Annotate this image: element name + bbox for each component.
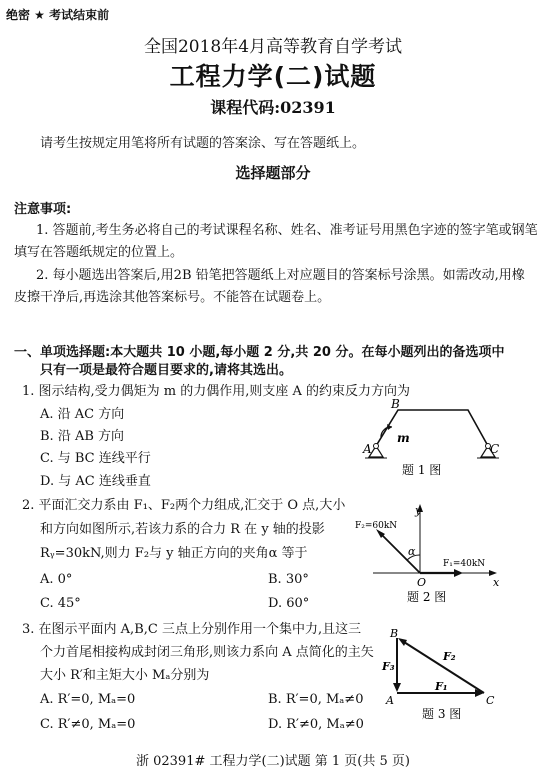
q3-fig-f1: F₁ bbox=[435, 680, 448, 693]
q2-line-1: 2. 平面汇交力系由 F₁、F₂两个力组成,汇交于 O 点,大小 bbox=[22, 498, 346, 513]
q3-option-d: D. R′≠0, Mₐ≠0 bbox=[268, 717, 364, 732]
q3-option-b: B. R′=0, Mₐ≠0 bbox=[268, 692, 364, 707]
q1-option-a: A. 沿 AC 方向 bbox=[40, 407, 125, 422]
q3-figure bbox=[380, 628, 510, 728]
q3-fig-f3: F₃ bbox=[382, 660, 395, 673]
q1-option-d: D. 与 AC 连线垂直 bbox=[40, 474, 151, 489]
q3-line-1: 3. 在图示平面内 A,B,C 三点上分别作用一个集中力,且这三 bbox=[22, 622, 362, 637]
page-footer: 浙 02391# 工程力学(二)试题 第 1 页(共 5 页) bbox=[135, 754, 410, 769]
q2-line-2: 和方向如图所示,若该力系的合力 R 在 y 轴的投影 bbox=[40, 522, 325, 537]
q1-fig-label-c: C bbox=[490, 442, 500, 456]
q2-option-c: C. 45° bbox=[40, 596, 81, 611]
note-2-line-2: 皮擦干净后,再选涂其他答案标号。不能答在试题卷上。 bbox=[14, 290, 331, 305]
note-1-line-2: 填写在答题纸规定的位置上。 bbox=[14, 245, 184, 260]
q2-fig-x: x bbox=[493, 576, 500, 589]
section-heading-line-2: 只有一项是最符合题目要求的,请将其选出。 bbox=[40, 363, 292, 378]
q3-fig-caption: 题 3 图 bbox=[422, 707, 462, 721]
q2-fig-f1: F₁=40kN bbox=[443, 559, 486, 569]
q3-fig-b: B bbox=[390, 627, 399, 640]
q2-fig-f2: F₂=60kN bbox=[355, 521, 398, 531]
q2-option-a: A. 0° bbox=[40, 572, 73, 587]
q1-fig-label-m: m bbox=[397, 431, 410, 445]
q2-fig-o: O bbox=[417, 576, 427, 589]
paper-title: 工程力学(二)试题 bbox=[169, 62, 377, 91]
q2-option-d: D. 60° bbox=[268, 596, 310, 611]
q1-figure bbox=[360, 398, 510, 483]
intro-text: 请考生按规定用笔将所有试题的答案涂、写在答题纸上。 bbox=[40, 136, 366, 151]
note-2-line-1: 2. 每小题选出答案后,用2B 铅笔把答题纸上对应题目的答案标号涂黑。如需改动,用橡 bbox=[36, 268, 525, 283]
notes-heading: 注意事项: bbox=[14, 202, 72, 217]
q2-fig-alpha: α bbox=[408, 545, 416, 558]
q3-fig-f2: F₂ bbox=[443, 650, 456, 663]
q2-option-b: B. 30° bbox=[268, 572, 309, 587]
secret-label: 绝密 ★ 考试结束前 bbox=[6, 8, 110, 22]
exam-title: 全国2018年4月高等教育自学考试 bbox=[143, 37, 403, 57]
q2-fig-caption: 题 2 图 bbox=[407, 590, 447, 604]
q2-line-3: Rᵧ=30kN,则力 F₂与 y 轴正方向的夹角α 等于 bbox=[40, 546, 308, 561]
q2-figure bbox=[355, 500, 505, 605]
note-1-line-1: 1. 答题前,考生务必将自己的考试课程名称、姓名、准考证号用黑色字迹的签字笔或钢笔 bbox=[36, 223, 538, 238]
course-code: 课程代码:02391 bbox=[210, 98, 336, 117]
q1-fig-caption: 题 1 图 bbox=[402, 463, 442, 477]
q1-option-c: C. 与 BC 连线平行 bbox=[40, 451, 151, 466]
q1-fig-label-a: A bbox=[363, 442, 372, 456]
part-title: 选择题部分 bbox=[235, 164, 311, 182]
q1-stem: 1. 图示结构,受力偶矩为 m 的力偶作用,则支座 A 的约束反力方向为 bbox=[22, 384, 411, 399]
section-heading-line-1: 一、单项选择题:本大题共 10 小题,每小题 2 分,共 20 分。在每小题列出的备选项中 bbox=[14, 345, 505, 360]
q2-fig-y: y bbox=[415, 504, 422, 517]
q3-line-2: 个力首尾相接构成封闭三角形,则该力系向 A 点简化的主矢 bbox=[40, 645, 374, 660]
q3-line-3: 大小 R′和主矩大小 Mₐ分别为 bbox=[40, 668, 210, 683]
q1-option-b: B. 沿 AB 方向 bbox=[40, 429, 125, 444]
q3-option-a: A. R′=0, Mₐ=0 bbox=[40, 692, 136, 707]
q1-fig-label-b: B bbox=[391, 397, 400, 411]
q3-fig-c: C bbox=[486, 694, 495, 707]
q3-fig-a: A bbox=[386, 694, 394, 707]
q3-option-c: C. R′≠0, Mₐ=0 bbox=[40, 717, 136, 732]
